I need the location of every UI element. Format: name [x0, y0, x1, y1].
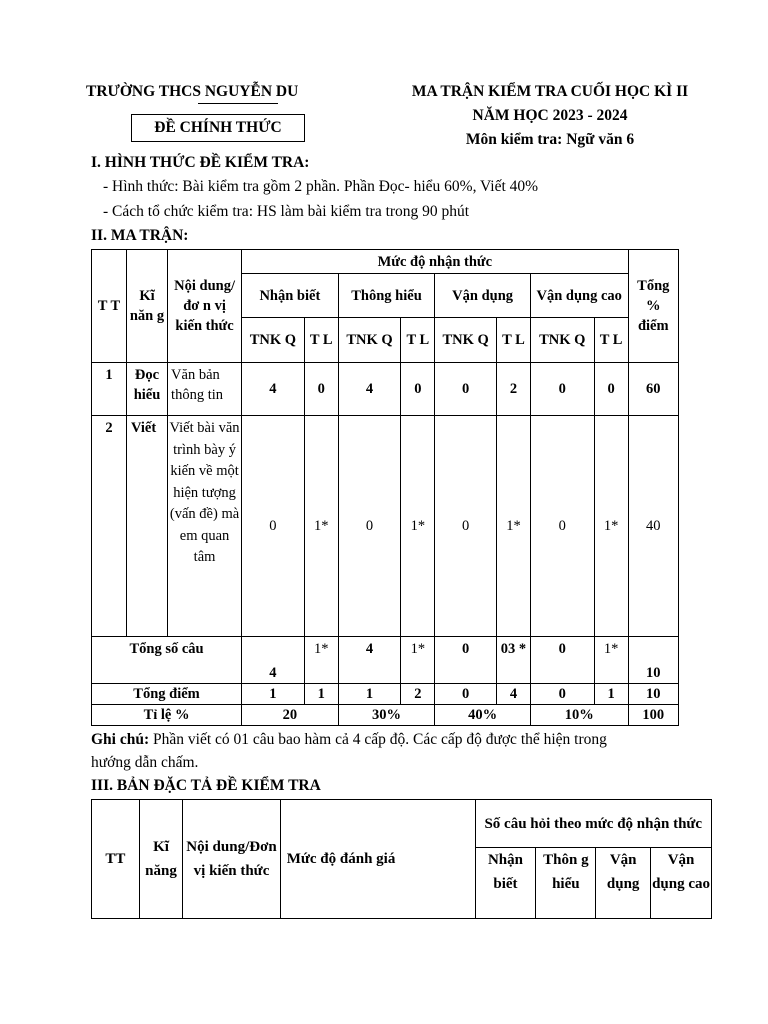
header-tt: T T [92, 250, 127, 363]
cell-value: 0 [530, 684, 594, 705]
header-cognitive-level: Mức độ nhận thức [242, 250, 629, 274]
section2-heading: II. MA TRẬN: [91, 227, 189, 244]
note-text: Phần viết có 01 câu bao hàm cả 4 cấp độ. Các cấp độ được thể hiện trong [149, 731, 607, 748]
cell-value: 0 [401, 363, 435, 416]
cell-value: 0 [338, 416, 401, 637]
header-tnkq: TNK Q [338, 318, 401, 363]
sum-questions-label: Tổng số câu [92, 637, 242, 684]
cell-value: 4 [242, 637, 305, 684]
header-tnkq: TNK Q [435, 318, 497, 363]
spec-header-count: Số câu hỏi theo mức độ nhận thức [475, 800, 711, 848]
sum-points-label: Tổng điểm [92, 684, 242, 705]
cell-value: 4 [242, 363, 305, 416]
cell-value: 30% [338, 705, 435, 726]
header-level-apply: Vận dụng [435, 274, 531, 318]
header-tnkq: TNK Q [530, 318, 594, 363]
cell-value: 1 [242, 684, 305, 705]
cell-value: 0 [435, 416, 497, 637]
matrix-table [91, 249, 679, 726]
cell-value: 0 [530, 363, 594, 416]
header-tl: T L [496, 318, 530, 363]
header-level-recognize: Nhận biết [242, 274, 339, 318]
spec-header-eval: Mức độ đánh giá [280, 800, 475, 919]
note-continued: hướng dẫn chấm. [91, 754, 199, 771]
section3-heading: III. BẢN ĐẶC TẢ ĐỀ KIỂM TRA [91, 777, 321, 794]
spec-level-understand: Thôn g hiểu [536, 848, 596, 919]
spec-header-content: Nội dung/Đơn vị kiến thức [183, 800, 280, 919]
header-content: Nội dung/đơ n vị kiến thức [168, 250, 242, 363]
ratio-label: Tỉ lệ % [92, 705, 242, 726]
row-tt: 2 [92, 416, 127, 637]
cell-value: 2 [401, 684, 435, 705]
cell-value: 0 [530, 416, 594, 637]
section1-line2: - Cách tổ chức kiểm tra: HS làm bài kiểm tra trong 90 phút [103, 203, 470, 220]
row-content: Viết bài văn trình bày ý kiến về một hiện tượng (vấn đề) mà em quan tâm [168, 416, 242, 637]
row-tt: 1 [92, 363, 127, 416]
cell-value: 40% [435, 705, 531, 726]
table-row [92, 363, 679, 416]
spec-table [91, 799, 712, 919]
row-total: 10 [628, 637, 678, 684]
section1-heading: I. HÌNH THỨC ĐỀ KIỂM TRA: [91, 154, 310, 171]
cell-value: 1 [304, 684, 338, 705]
header-total: Tổng % điểm [628, 250, 678, 363]
row-total: 60 [628, 363, 678, 416]
header-skill: Kĩ năn g [126, 250, 167, 363]
divider [198, 103, 278, 104]
cell-value: 1* [401, 637, 435, 684]
cell-value: 4 [338, 363, 401, 416]
row-skill: Viết [126, 416, 167, 637]
header-level-apply-high: Vận dụng cao [530, 274, 628, 318]
table-row [92, 637, 679, 684]
cell-value: 0 [435, 684, 497, 705]
cell-value: 03 * [496, 637, 530, 684]
table-row [92, 416, 679, 637]
spec-level-apply-high: Vận dụng cao [651, 848, 712, 919]
cell-value: 0 [304, 363, 338, 416]
school-name: TRƯỜNG THCS NGUYỄN DU [86, 83, 299, 100]
note-label: Ghi chú: [91, 731, 150, 748]
cell-value: 4 [496, 684, 530, 705]
cell-value: 0 [530, 637, 594, 684]
header-tl: T L [304, 318, 338, 363]
table-row [92, 705, 679, 726]
header-level-understand: Thông hiểu [338, 274, 435, 318]
subject: Môn kiểm tra: Ngữ văn 6 [465, 131, 635, 148]
cell-value: 0 [435, 363, 497, 416]
table-row [92, 684, 679, 705]
spec-level-apply: Vận dụng [596, 848, 651, 919]
note [91, 731, 607, 749]
cell-value: 4 [338, 637, 401, 684]
exam-title: MA TRẬN KIỂM TRA CUỐI HỌC KÌ II [411, 83, 689, 100]
cell-value: 0 [435, 637, 497, 684]
row-total: 100 [628, 705, 678, 726]
row-content: Văn bản thông tin [168, 363, 242, 416]
header-tnkq: TNK Q [242, 318, 305, 363]
cell-value: 20 [242, 705, 339, 726]
cell-value: 1 [338, 684, 401, 705]
cell-value: 0 [242, 416, 305, 637]
spec-header-tt: TT [92, 800, 140, 919]
header-tl: T L [401, 318, 435, 363]
section1-line1: - Hình thức: Bài kiểm tra gồm 2 phần. Phần Đọc- hiểu 60%, Viết 40% [103, 178, 539, 195]
cell-value: 10% [530, 705, 628, 726]
official-label: ĐỀ CHÍNH THỨC [131, 114, 305, 142]
cell-value: 0 [594, 363, 628, 416]
cell-value: 1* [304, 637, 338, 684]
cell-value: 1* [594, 416, 628, 637]
row-total: 10 [628, 684, 678, 705]
school-year: NĂM HỌC 2023 - 2024 [472, 107, 628, 124]
cell-value: 2 [496, 363, 530, 416]
cell-value: 1* [594, 637, 628, 684]
cell-value: 1 [594, 684, 628, 705]
cell-value: 1* [304, 416, 338, 637]
cell-value: 1* [401, 416, 435, 637]
spec-header-skill: Kĩ năng [139, 800, 183, 919]
cell-value: 1* [496, 416, 530, 637]
row-skill: Đọc hiểu [126, 363, 167, 416]
spec-level-recognize: Nhận biết [475, 848, 536, 919]
row-total: 40 [628, 416, 678, 637]
header-tl: T L [594, 318, 628, 363]
